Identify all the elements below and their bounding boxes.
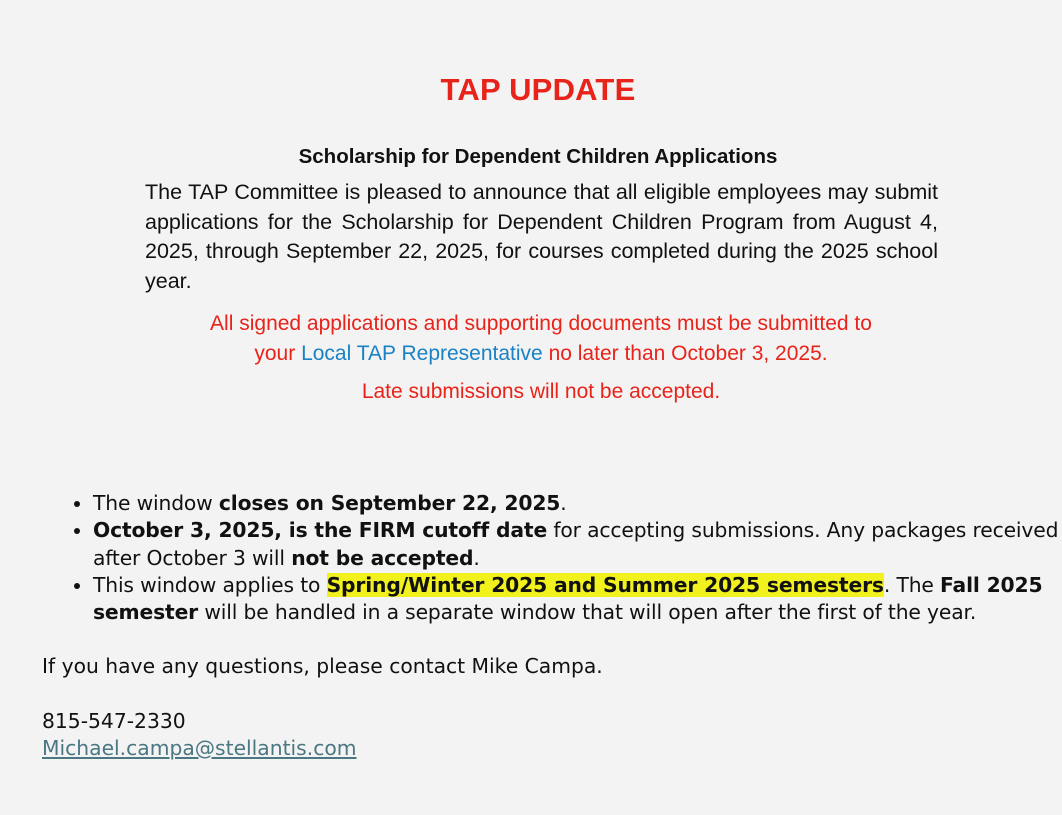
notice-text-line1: All signed applications and supporting documents must be submitted to — [210, 312, 872, 335]
flyer-subtitle: Scholarship for Dependent Children Applications — [298, 145, 778, 168]
highlighted-semesters: Spring/Winter 2025 and Summer 2025 semesters — [326, 572, 884, 597]
contact-phone: 815-547-2330 — [42, 709, 186, 733]
flyer-intro-paragraph: The TAP Committee is pleased to announce that all eligible employees may submit applications for the Scholarship for Dependent Children Program from August 4, 2025, through September 22, 2025, for courses completed during the 2025 school year. — [145, 180, 938, 293]
list-item: • This window applies to Spring/Winter 2025 and Summer 2025 semesters. The Fall 2025 semester will be handled in a separate window that will open after the first of the year. — [93, 572, 1062, 627]
local-tap-representative-link[interactable]: Local TAP Representative — [301, 342, 543, 365]
submission-deadline-notice — [0, 309, 1062, 369]
contact-email-link[interactable]: Michael.campa@stellantis.com — [42, 736, 357, 760]
list-item: • The window closes on September 22, 2025. — [93, 490, 1062, 517]
notice-text-deadline: no later than October 3, 2025. — [548, 342, 828, 365]
key-dates-list — [42, 490, 1062, 626]
flyer-title: TAP UPDATE — [440, 72, 636, 107]
notice-text-your: your — [254, 342, 296, 365]
list-item: • October 3, 2025, is the FIRM cutoff date for accepting submissions. Any packages received after October 3 will not be accepted. — [93, 517, 1062, 572]
contact-question: If you have any questions, please contact Mike Campa. — [42, 654, 603, 678]
late-submission-notice: Late submissions will not be accepted. — [361, 380, 721, 403]
